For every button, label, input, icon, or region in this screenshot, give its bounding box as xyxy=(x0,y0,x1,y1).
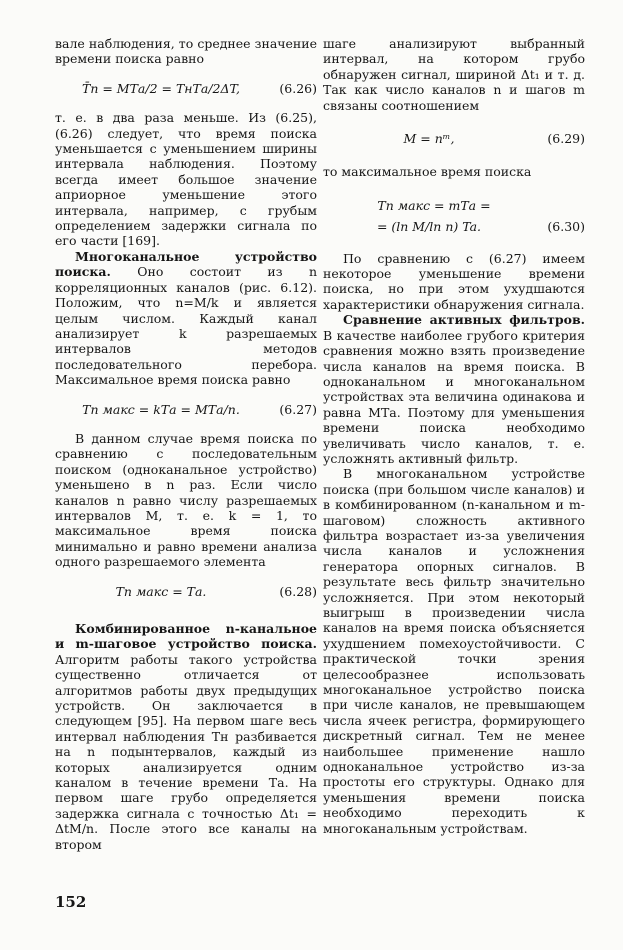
paragraph xyxy=(55,249,317,388)
equation-6-26 xyxy=(55,81,317,96)
section-heading: Сравнение активных фильтров. xyxy=(343,312,585,328)
paragraph: вале наблюдения, то среднее значение времени поиска равно xyxy=(55,36,317,67)
equation-expression: T̄п = MTа/2 = TнTа/2ΔT, xyxy=(81,80,240,96)
equation-number: (6.30) xyxy=(547,219,585,235)
page-number: 152 xyxy=(55,893,87,911)
paragraph: В многоканальном устройстве поиска (при большом числе каналов) и в комбинированном (n-канальном и m-шаговом) сложность активного фильтра возрастает из-за увеличения числа каналов и усложнения генератора опорных сигналов. В результате весь фильтр значительно усложняется. При этом некоторый выигрыш в произведении числа каналов на время поиска объясняется ухудшением помехоустойчивости. С практической точки зрения целесообразнее использовать многоканальное устройство поиска при числе каналов, не превышающем числа ячеек регистра, формирующего дискретный сигнал. Тем не менее наибольшее применение нашло одноканальное устройство из-за простоты его структуры. Однако для уменьшения времени поиска необходимо переходить к многоканальным устройствам. xyxy=(323,466,585,836)
section-heading: Многоканальное устройство поиска. xyxy=(55,248,317,280)
paragraph: шаге анализируют выбранный интервал, на котором грубо обнаружен сигнал, шириной Δt₁ и т. д. Так как число каналов n и шагов m связаны соотношением xyxy=(323,36,585,113)
equation-expression: M = nᵐ, xyxy=(403,131,455,147)
paragraph-text: В качестве наиболее грубого критерия сравнения можно взять произведение числа каналов на время поиска. В одноканальном и многоканальном устройствах эта величина одинакова и равна MTа. Поэтому для уменьшения времени поиска необходимо увеличивать число каналов, т. е. усложнять активный фильтр. xyxy=(323,327,585,466)
paragraph xyxy=(55,621,317,852)
equation-expression: Tп макс = Tа. xyxy=(115,583,207,599)
paragraph: т. е. в два раза меньше. Из (6.25), (6.26) следует, что время поиска уменьшается с уменьшением ширины интервала наблюдения. Поэтому всегда имеет большое значение априорное уменьшение этого интервала, например, с грубым определением задержки сигнала по его части [169]. xyxy=(55,110,317,249)
equation-6-27 xyxy=(55,402,317,417)
paragraph-text: Оно состоит из n корреляционных каналов (рис. 6.12). Положим, что n=M/k и является целым числом. Каждый канал анализирует k разрешаемых интервалов методов последовательного перебора. Максимальное время поиска равно xyxy=(55,264,317,388)
equation-expression-line1: Tп макс = mTа = xyxy=(377,197,491,213)
equation-expression-line2: = (ln M/ln n) Ta. xyxy=(376,219,482,235)
paragraph-text: Алгоритм работы такого устройства существенно отличается от алгоритмов работы двух предыдущих устройств. Он заключается в следующем [95]. На первом шаге весь интервал наблюдения Tн разбивается на n подынтервалов, каждый из которых анализируется одним каналом в течение времени Tа. На первом шаге грубо определяется задержка сигнала с точностью Δt₁ = ΔtM/n. После этого все каналы на втором xyxy=(55,651,317,852)
right-column xyxy=(323,36,585,836)
paragraph: В данном случае время поиска по сравнению с последовательным поиском (одноканальное устройство) уменьшено в n раз. Если число каналов n равно числу разрешаемых интервалов M, т. е. k = 1, то максимальное время поиска минимально и равно времени анализа одного разрешаемого элемента xyxy=(55,430,317,570)
paragraph: то максимальное время поиска xyxy=(323,164,532,180)
paragraph: По сравнению с (6.27) имеем некоторое уменьшение времени поиска, но при этом ухудшаются характеристики обнаружения сигнала. xyxy=(323,250,585,312)
paragraph xyxy=(323,312,585,466)
equation-number: (6.26) xyxy=(279,80,317,96)
equation-number: (6.27) xyxy=(279,401,317,417)
equation-expression: Tп макс = kTа = MTа/n. xyxy=(82,401,240,417)
equation-6-30 xyxy=(323,198,585,235)
equation-number: (6.28) xyxy=(279,583,317,599)
equation-number: (6.29) xyxy=(547,131,585,147)
equation-6-28 xyxy=(55,584,317,599)
left-column xyxy=(55,36,317,852)
equation-6-29 xyxy=(323,131,585,146)
section-heading: Комбинированное n-канальное и m-шаговое устройство поиска. xyxy=(55,621,317,652)
